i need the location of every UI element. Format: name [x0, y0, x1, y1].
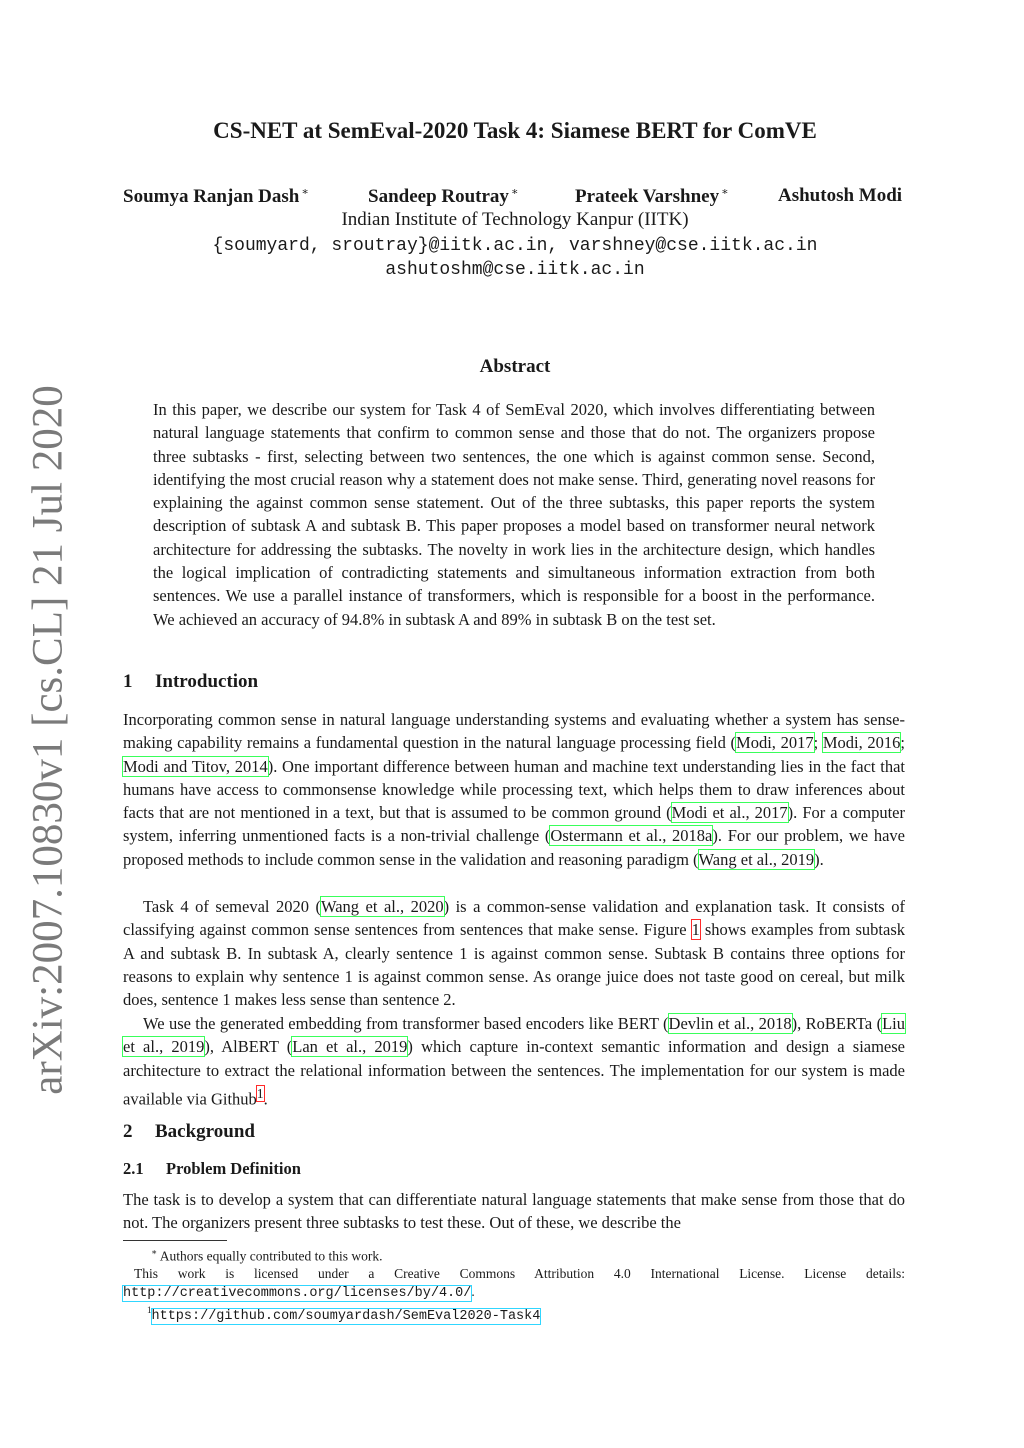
citation-link[interactable]: Modi, 2017 — [736, 733, 814, 753]
footnote-equal-contribution: ∗ Authors equally contributed to this work. — [151, 1247, 383, 1264]
author-list — [123, 185, 923, 211]
citation-link[interactable]: Modi et al., 2017 — [671, 803, 788, 823]
citation-link[interactable]: Ostermann et al., 2018a — [550, 826, 713, 846]
abstract-heading: Abstract — [479, 356, 551, 377]
footnote-github: $^1$https://github.com/soumyardash/SemEval2020-Task4 — [147, 1305, 541, 1324]
arxiv-identifier: arXiv:2007.10830v1 [cs.CL] 21 Jul 2020 — [24, 385, 72, 1095]
section-background-heading: 2 Background — [123, 1121, 255, 1142]
footnotes — [123, 1244, 905, 1325]
github-url-link[interactable]: https://github.com/soumyardash/SemEval2020-Task4 — [151, 1308, 541, 1324]
intro-paragraph-1: Incorporating common sense in natural language understanding systems and evaluating whether a system has sense-making capability remains a fundamental question in the natural language processing field (Modi, 2017; Modi, 2016; Modi and Titov, 2014). One important difference between human and machine text understanding lies in the fact that humans have access to commonsense knowledge while processing text, which helps them to draw inferences about facts that are not mentioned in a text, but that is assumed to be common ground (Modi et al., 2017). For a computer system, inferring unmentioned facts is a non-trivial challenge (Ostermann et al., 2018a). For our problem, we have proposed methods to include common sense in the validation and reasoning paradigm (Wang et al., 2019). — [123, 710, 905, 869]
abstract-text: In this paper, we describe our system for Task 4 of SemEval 2020, which involves differentiating between natural language statements that confirm to common sense and those that do not. The organizers propose three subtasks - first, selecting between two sentences, the one which is against common sense. Second, identifying the most crucial reason why a statement does not make sense. Third, generating novel reasons for explaining the against common sense statement. Out of the three subtasks, this paper reports the system description of subtask A and subtask B. This paper proposes a model based on transformer neural network architecture for addressing the subtasks. The novelty in work lies in the architecture design, which handles the logical implication of contradicting statements and simultaneous information extraction from both sentences. We use a parallel instance of transformers, which is responsible for a boost in the performance. We achieved an accuracy of 94.8% in subtask A and 89% in subtask B on the test set. — [153, 400, 875, 629]
author-4: Ashutosh Modi — [778, 185, 903, 206]
citation-link[interactable]: Modi and Titov, 2014 — [123, 756, 268, 776]
paper-title: CS-NET at SemEval-2020 Task 4: Siamese BERT for ComVE — [213, 118, 817, 143]
license-url-link[interactable]: http://creativecommons.org/licenses/by/4.0/ — [123, 1285, 472, 1301]
email-line-2: ashutoshm@cse.iitk.ac.in — [385, 260, 645, 280]
citation-link[interactable]: Modi, 2016 — [822, 733, 901, 753]
background-paragraph: The task is to develop a system that can differentiate natural language statements that make sense from those that do not. The organizers present three subtasks to test these. Out of these, we describe the — [123, 1190, 905, 1233]
author-3: Prateek Varshney ∗ — [575, 186, 729, 207]
footnote-license: This work is licensed under a Creative Commons Attribution 4.0 International License. License details: http://creativecommons.org/licenses/by/4.0/. — [123, 1266, 905, 1301]
citation-link[interactable]: Lan et al., 2019 — [292, 1037, 408, 1057]
footnote-divider — [123, 1240, 227, 1241]
intro-paragraph-2: Task 4 of semeval 2020 (Wang et al., 2020) is a common-sense validation and explanation task. It consists of classifying against common sense sentences from sentences that make sense. Figure 1 shows examples from subtask A and subtask B. In subtask A, clearly sentence 1 is against common sense. Subtask B contains three options for reasons to explain why sentence 1 is against common sense. As orange juice does not taste good on cereal, but milk does, sentence 1 makes less sense than sentence 2. — [123, 897, 905, 1010]
citation-link[interactable]: Wang et al., 2020 — [320, 897, 444, 916]
author-emails — [0, 234, 1024, 282]
author-1: Soumya Ranjan Dash ∗ — [123, 186, 309, 207]
subsection-problem-definition-heading: 2.1 Problem Definition — [123, 1159, 301, 1178]
citation-link[interactable]: Devlin et al., 2018 — [668, 1014, 792, 1033]
footnote-reference-link[interactable]: 1 — [256, 1085, 264, 1101]
email-line-1: {soumyard, sroutray}@iitk.ac.in, varshney@cse.iitk.ac.in — [212, 236, 818, 256]
figure-reference-link[interactable]: 1 — [691, 920, 700, 940]
affiliation: Indian Institute of Technology Kanpur (IITK) — [341, 209, 689, 230]
citation-link[interactable]: Liu et al., 2019 — [123, 1014, 905, 1057]
section-introduction-heading: 1 Introduction — [123, 671, 259, 692]
citation-link[interactable]: Wang et al., 2019 — [698, 849, 815, 869]
author-2: Sandeep Routray ∗ — [368, 186, 519, 207]
intro-paragraph-3: We use the generated embedding from transformer based encoders like BERT (Devlin et al., 2018), RoBERTa (Liu et al., 2019), AlBERT (Lan et al., 2019) which capture in-context semantic information and design a siamese architecture to extract the relational information between the sentences. The implementation for our system is made available via Github$^1$. — [123, 1014, 906, 1109]
